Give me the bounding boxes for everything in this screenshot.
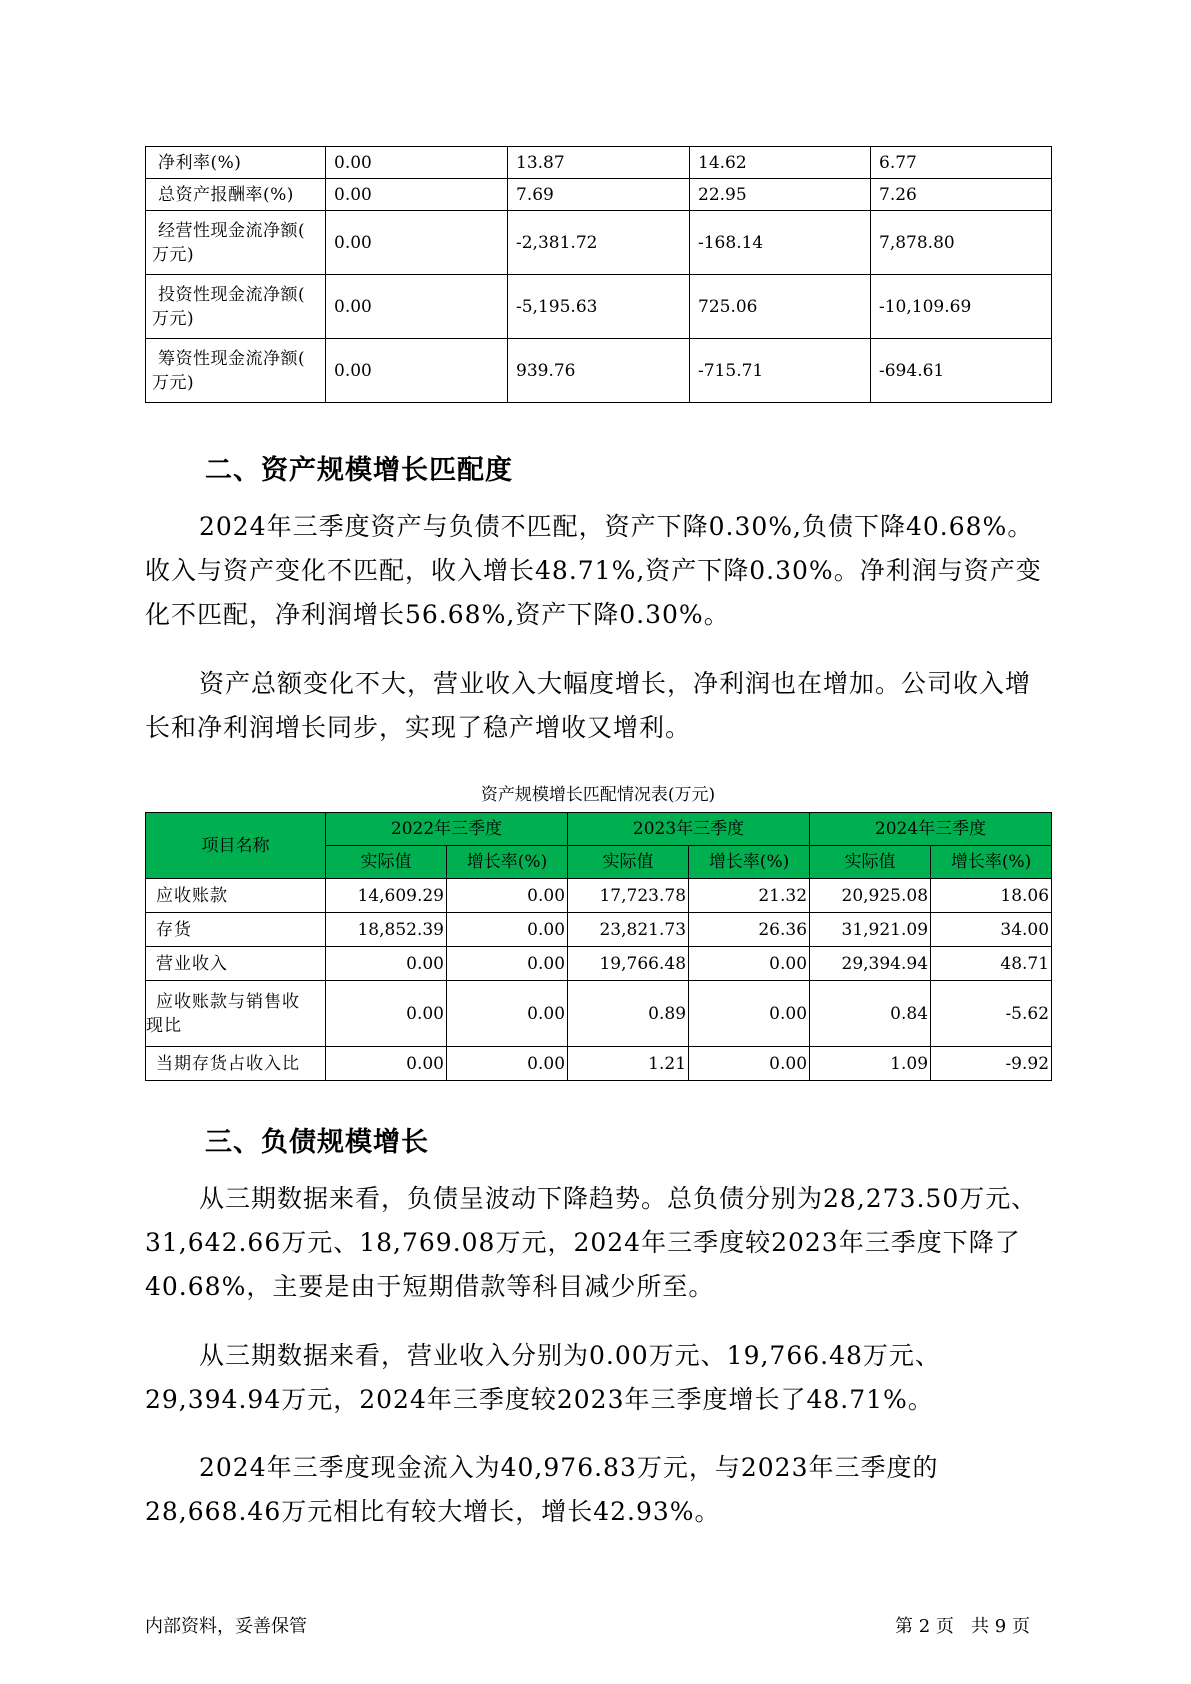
row-label: 经营性现金流净额( 万元): [146, 211, 326, 275]
cell: 0.00: [447, 981, 568, 1047]
paragraph: 2024年三季度资产与负债不匹配，资产下降0.30%,负债下降40.68%。收入与资产变化不匹配，收入增长48.71%,资产下降0.30%。净利润与资产变化不匹配，净利润增长56.68%,资产下降0.30%。: [145, 512, 1042, 629]
cell: 19,766.48: [568, 947, 689, 981]
paragraph: 从三期数据来看，营业收入分别为0.00万元、19,766.48万元、29,394.94万元，2024年三季度较2023年三季度增长了48.71%。: [145, 1341, 941, 1414]
cell: -694.61: [871, 339, 1052, 403]
cell: 0.00: [447, 879, 568, 913]
page-number: 第 2 页 共 9 页: [895, 1616, 1030, 1637]
cell: -5.62: [931, 981, 1052, 1047]
table-row: [146, 981, 1052, 1047]
cell: 0.00: [326, 147, 508, 179]
cell: 31,921.09: [810, 913, 931, 947]
cell: 0.00: [326, 275, 508, 339]
header-actual: 实际值: [568, 846, 689, 879]
header-period: 2022年三季度: [326, 813, 568, 846]
asset-match-table: [145, 812, 1052, 1081]
cell: 0.00: [326, 981, 447, 1047]
table-row: [146, 913, 1052, 947]
footer-confidential: 内部资料，妥善保管: [145, 1616, 307, 1637]
cell: 18,852.39: [326, 913, 447, 947]
cell: 0.00: [326, 947, 447, 981]
table-row: [146, 947, 1052, 981]
table-row: [146, 179, 1052, 211]
cell: 0.00: [689, 947, 810, 981]
cell: -9.92: [931, 1047, 1052, 1081]
table-row: [146, 211, 1052, 275]
table-row: [146, 1047, 1052, 1081]
cell: 34.00: [931, 913, 1052, 947]
cell: 0.00: [689, 1047, 810, 1081]
row-label: 投资性现金流净额( 万元): [146, 275, 326, 339]
header-actual: 实际值: [326, 846, 447, 879]
table-row: [146, 275, 1052, 339]
cell: 0.00: [326, 211, 508, 275]
cell: -2,381.72: [508, 211, 690, 275]
cell: 0.00: [447, 913, 568, 947]
paragraph: 2024年三季度现金流入为40,976.83万元，与2023年三季度的28,668.46万元相比有较大增长，增长42.93%。: [145, 1453, 939, 1526]
section-heading: 二、资产规模增长匹配度: [205, 455, 513, 486]
table-row: [146, 147, 1052, 179]
cell: 26.36: [689, 913, 810, 947]
cell: 13.87: [508, 147, 690, 179]
cell: 1.21: [568, 1047, 689, 1081]
cell: 14.62: [690, 147, 871, 179]
header-period: 2024年三季度: [810, 813, 1052, 846]
cell: 22.95: [690, 179, 871, 211]
cell: 7.69: [508, 179, 690, 211]
cell: 939.76: [508, 339, 690, 403]
row-label: 当期存货占收入比: [146, 1047, 326, 1081]
cell: 0.00: [326, 1047, 447, 1081]
cell: 725.06: [690, 275, 871, 339]
cell: 18.06: [931, 879, 1052, 913]
cell: 17,723.78: [568, 879, 689, 913]
table-caption: 资产规模增长匹配情况表(万元): [480, 785, 716, 805]
cell: 0.84: [810, 981, 931, 1047]
cell: 0.00: [447, 1047, 568, 1081]
cell: -715.71: [690, 339, 871, 403]
row-label: 应收账款与销售收 现比: [146, 981, 326, 1047]
table-row: [146, 339, 1052, 403]
row-label: 营业收入: [146, 947, 326, 981]
financial-ratios-table: [145, 146, 1052, 403]
paragraph: 资产总额变化不大，营业收入大幅度增长，净利润也在增加。公司收入增长和净利润增长同步，实现了稳产增收又增利。: [145, 669, 1032, 742]
header-item: 项目名称: [146, 813, 326, 879]
header-growth: 增长率(%): [931, 846, 1052, 879]
cell: -168.14: [690, 211, 871, 275]
cell: 20,925.08: [810, 879, 931, 913]
paragraph: 从三期数据来看，负债呈波动下降趋势。总负债分别为28,273.50万元、31,642.66万元、18,769.08万元，2024年三季度较2023年三季度下降了40.68%，主要是由于短期借款等科目减少所至。: [145, 1184, 1038, 1301]
cell: 21.32: [689, 879, 810, 913]
cell: 0.00: [447, 947, 568, 981]
table-header-row: [146, 813, 1052, 846]
row-label: 筹资性现金流净额( 万元): [146, 339, 326, 403]
cell: -5,195.63: [508, 275, 690, 339]
cell: 1.09: [810, 1047, 931, 1081]
cell: 48.71: [931, 947, 1052, 981]
header-growth: 增长率(%): [689, 846, 810, 879]
row-label: 应收账款: [146, 879, 326, 913]
cell: 7,878.80: [871, 211, 1052, 275]
row-label: 总资产报酬率(%): [146, 179, 326, 211]
cell: 0.00: [689, 981, 810, 1047]
header-actual: 实际值: [810, 846, 931, 879]
cell: 14,609.29: [326, 879, 447, 913]
row-label: 净利率(%): [146, 147, 326, 179]
cell: 6.77: [871, 147, 1052, 179]
cell: 7.26: [871, 179, 1052, 211]
section-heading: 三、负债规模增长: [205, 1127, 429, 1158]
cell: -10,109.69: [871, 275, 1052, 339]
cell: 23,821.73: [568, 913, 689, 947]
cell: 29,394.94: [810, 947, 931, 981]
cell: 0.89: [568, 981, 689, 1047]
table-row: [146, 879, 1052, 913]
cell: 0.00: [326, 179, 508, 211]
header-period: 2023年三季度: [568, 813, 810, 846]
cell: 0.00: [326, 339, 508, 403]
header-growth: 增长率(%): [447, 846, 568, 879]
row-label: 存货: [146, 913, 326, 947]
